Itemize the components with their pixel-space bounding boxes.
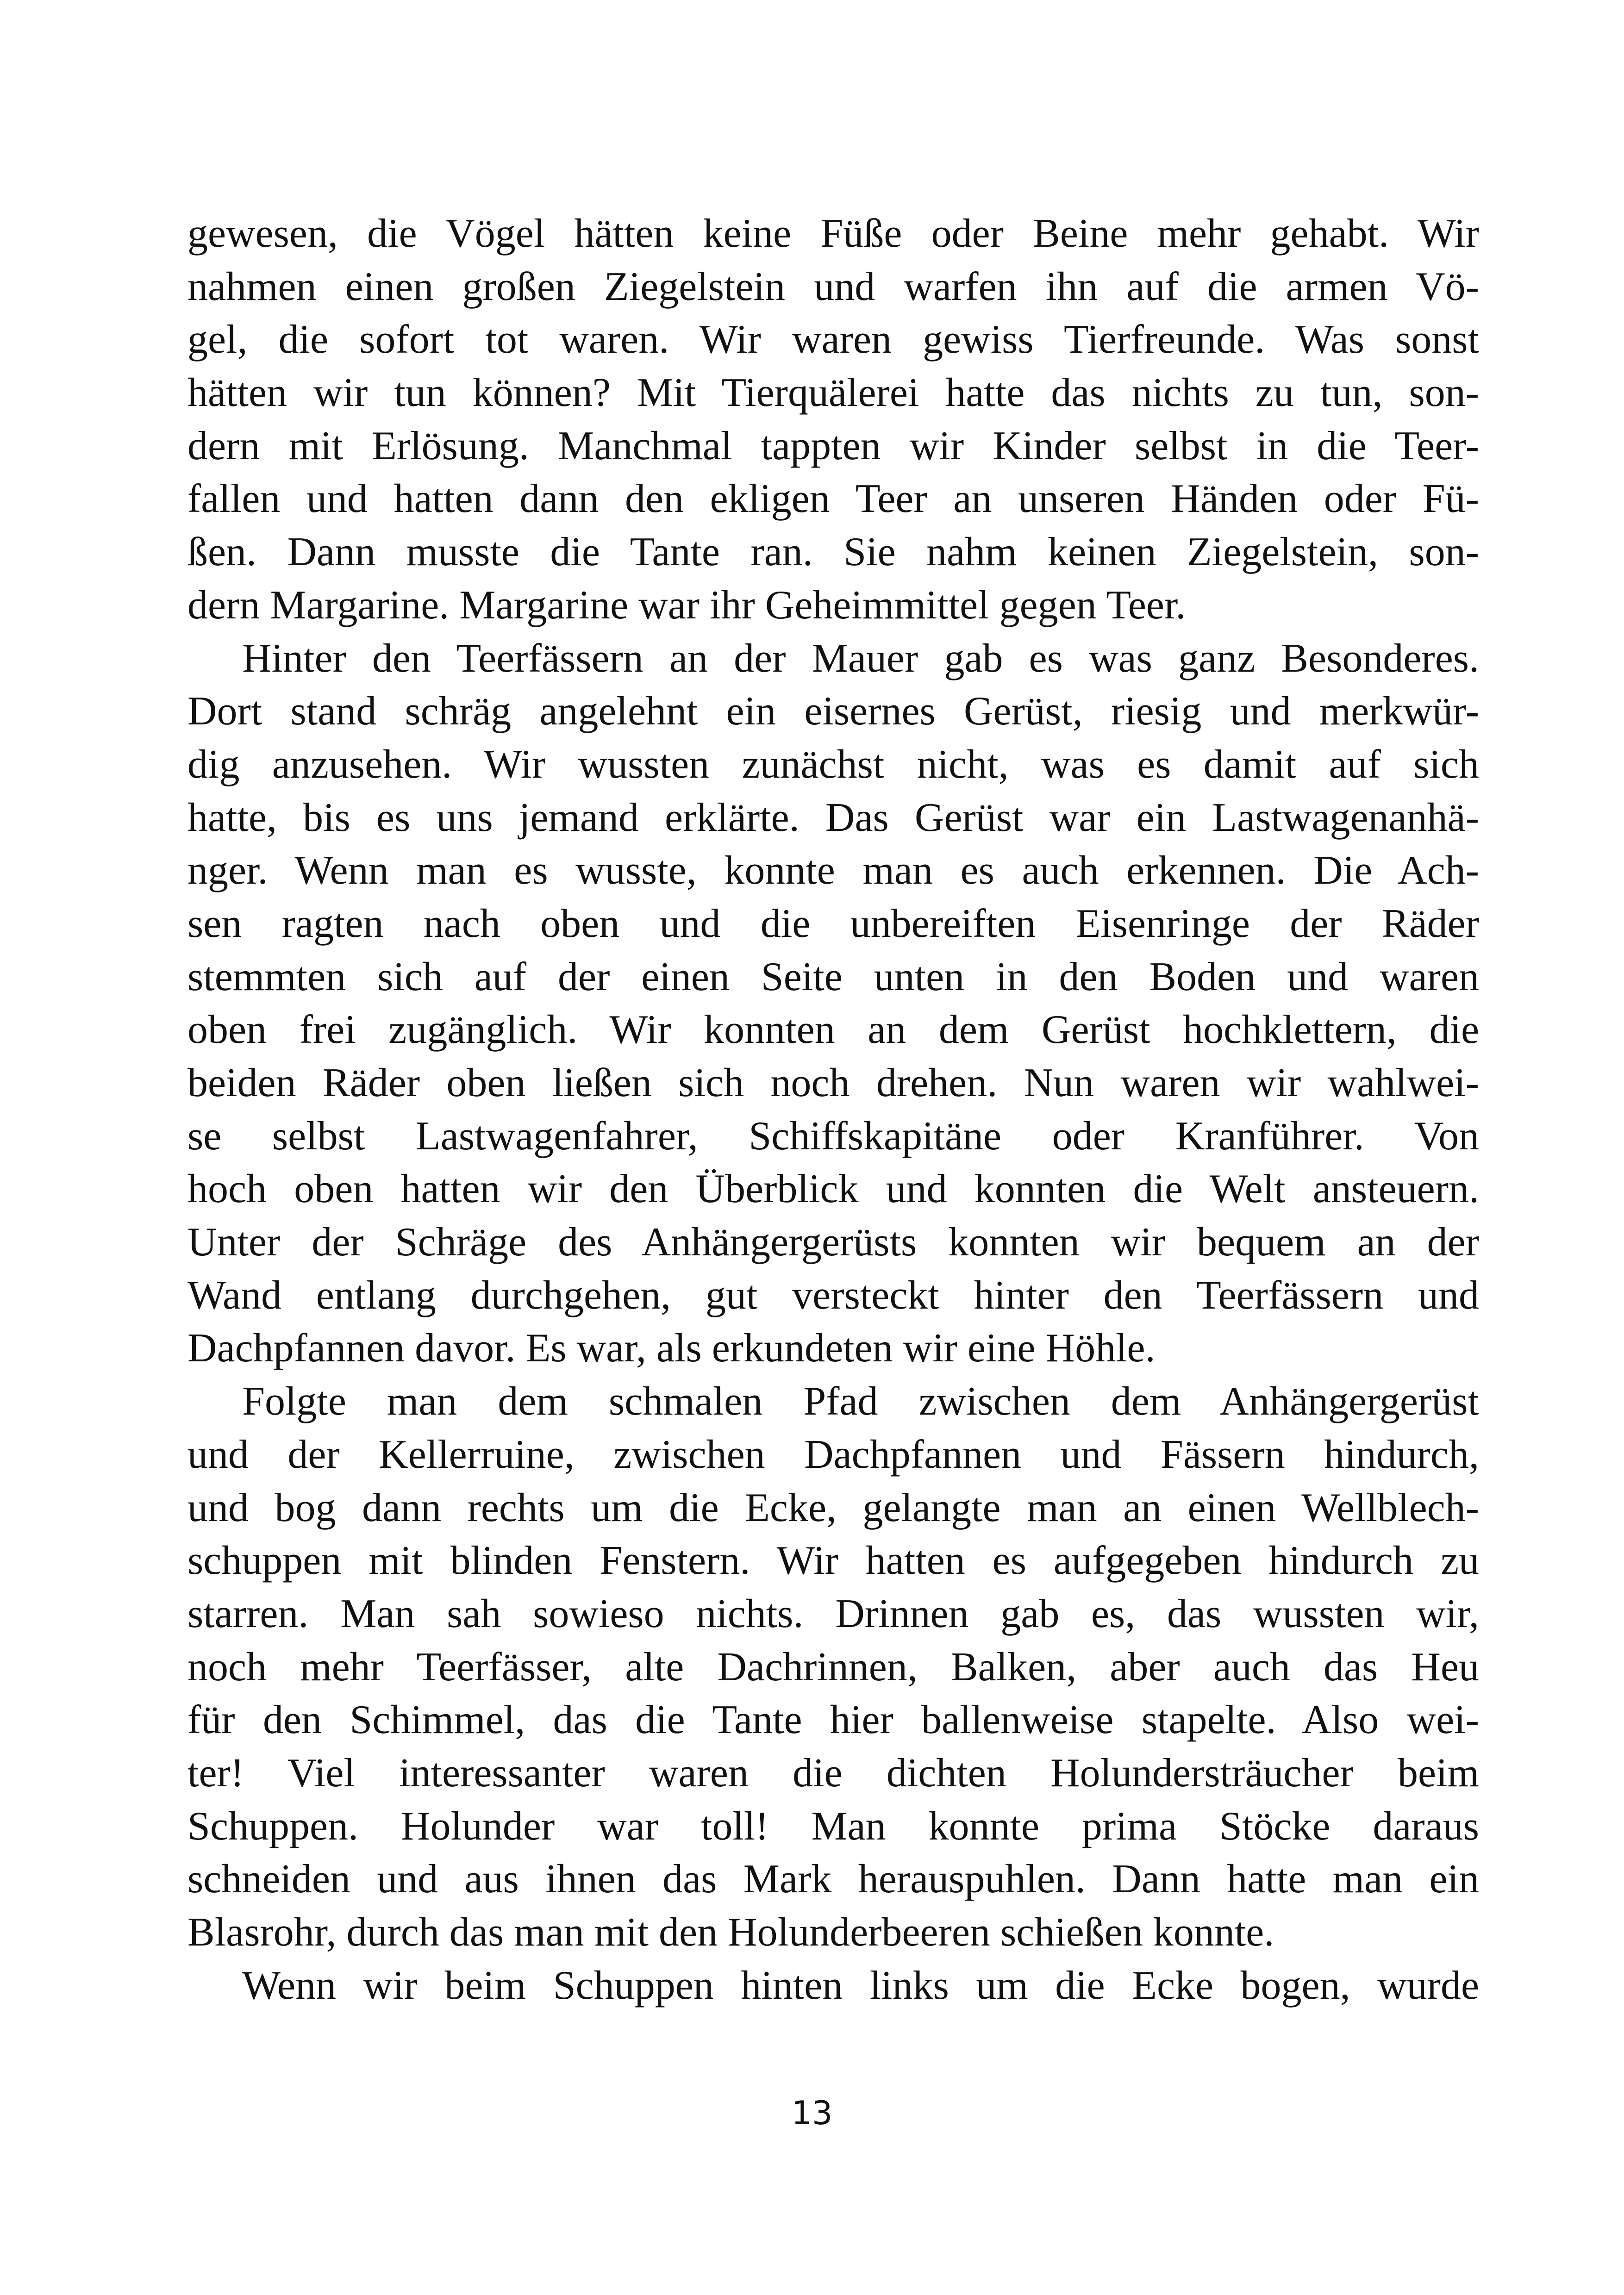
- text-line: Dort stand schräg angelehnt ein eisernes Gerüst, riesig und merkwür-: [187, 689, 1479, 734]
- text-line: Dachpfannen davor. Es war, als erkundeten wir eine Höhle.: [187, 1326, 1156, 1371]
- text-line: schneiden und aus ihnen das Mark herauspuhlen. Dann hatte man ein: [187, 1857, 1479, 1902]
- text-line: fallen und hatten dann den ekligen Teer an unseren Händen oder Fü-: [187, 476, 1479, 522]
- text-line: ter! Viel interessanter waren die dichten Holundersträucher beim: [187, 1750, 1479, 1796]
- text-line: hatte, bis es uns jemand erklärte. Das Gerüst war ein Lastwagenanhä-: [187, 795, 1479, 840]
- text-line: dig anzusehen. Wir wussten zunächst nicht, was es damit auf sich: [187, 742, 1479, 787]
- text-line: Unter der Schräge des Anhängergerüsts konnten wir bequem an der: [187, 1220, 1479, 1265]
- text-line: noch mehr Teerfässer, alte Dachrinnen, Balken, aber auch das Heu: [187, 1644, 1479, 1690]
- text-line: starren. Man sah sowieso nichts. Drinnen gab es, das wussten wir,: [187, 1591, 1479, 1636]
- page-number: 13: [791, 2094, 833, 2132]
- text-line: Folgte man dem schmalen Pfad zwischen dem Anhängergerüst: [242, 1379, 1479, 1424]
- text-line: dern mit Erlösung. Manchmal tappten wir Kinder selbst in die Teer-: [187, 423, 1479, 468]
- text-line: nahmen einen großen Ziegelstein und warfen ihn auf die armen Vö-: [187, 264, 1479, 309]
- text-line: stemmten sich auf der einen Seite unten in den Boden und waren: [187, 954, 1479, 999]
- text-line: hoch oben hatten wir den Überblick und konnten die Welt ansteuern.: [187, 1166, 1479, 1212]
- text-line: gel, die sofort tot waren. Wir waren gewiss Tierfreunde. Was sonst: [187, 317, 1479, 362]
- text-line: Hinter den Teerfässern an der Mauer gab es was ganz Besonderes.: [242, 636, 1479, 681]
- text-line: Wenn wir beim Schuppen hinten links um die Ecke bogen, wurde: [242, 1963, 1479, 2008]
- text-line: nger. Wenn man es wusste, konnte man es auch erkennen. Die Ach-: [187, 848, 1479, 893]
- text-line: und der Kellerruine, zwischen Dachpfannen und Fässern hindurch,: [187, 1432, 1479, 1477]
- text-line: Schuppen. Holunder war toll! Man konnte prima Stöcke daraus: [187, 1803, 1479, 1849]
- text-line: ßen. Dann musste die Tante ran. Sie nahm keinen Ziegelstein, son-: [187, 530, 1479, 575]
- text-line: Wand entlang durchgehen, gut versteckt hinter den Teerfässern und: [187, 1272, 1479, 1318]
- text-line: beiden Räder oben ließen sich noch drehen. Nun waren wir wahlwei-: [187, 1060, 1479, 1105]
- text-line: sen ragten nach oben und die unbereiften Eisenringe der Räder: [187, 901, 1479, 946]
- text-line: gewesen, die Vögel hätten keine Füße oder Beine mehr gehabt. Wir: [187, 211, 1479, 256]
- text-line: Blasrohr, durch das man mit den Holunderbeeren schießen konnte.: [187, 1910, 1274, 1955]
- text-line: se selbst Lastwagenfahrer, Schiffskapitäne oder Kranführer. Von: [187, 1113, 1479, 1159]
- text-line: dern Margarine. Margarine war ihr Geheimmittel gegen Teer.: [187, 582, 1186, 628]
- body-text: [187, 207, 1479, 2012]
- text-line: schuppen mit blinden Fenstern. Wir hatten es aufgegeben hindurch zu: [187, 1538, 1479, 1584]
- text-line: für den Schimmel, das die Tante hier ballenweise stapelte. Also wei-: [187, 1697, 1479, 1743]
- text-line: hätten wir tun können? Mit Tierquälerei hatte das nichts zu tun, son-: [187, 370, 1479, 416]
- text-line: und bog dann rechts um die Ecke, gelangte man an einen Wellblech-: [187, 1485, 1479, 1530]
- text-line: oben frei zugänglich. Wir konnten an dem Gerüst hochklettern, die: [187, 1007, 1479, 1053]
